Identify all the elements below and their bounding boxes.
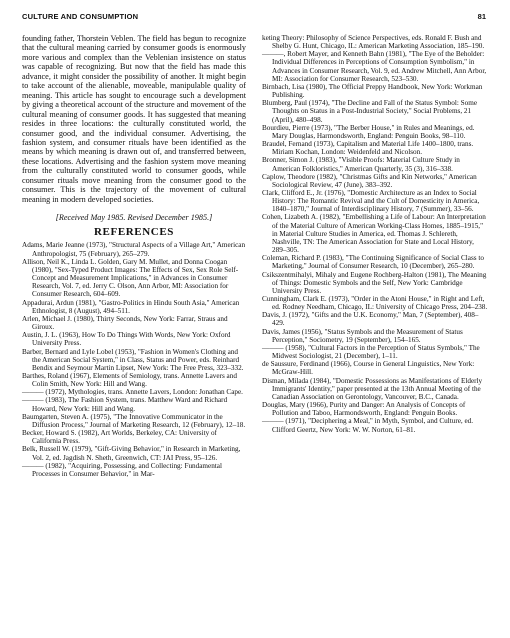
- reference-entry: Bourdieu, Pierre (1973), "The Berber House," in Rules and Meanings, ed. Mary Douglas, Harmondsworth, England: Penguin Books, 98–110.: [262, 123, 475, 140]
- running-title: CULTURE AND CONSUMPTION: [22, 12, 139, 21]
- reference-entry: Douglas, Mary (1966), Purity and Danger: An Analysis of Concepts of Pollution and Taboo, Harmondsworth, England: Penguin Books.: [262, 401, 466, 418]
- body-paragraph: founding father, Thorstein Veblen. The field has begun to recognize that the cultural meaning carried by consumer goods is enormously more various and complex than the Veblenian insistence on status was capable of recognizing. But now that the field has made this advance, it might consider the possibility of another. It might begin to take account of the alienable, moveable, manipulable quality of meaning. This article has sought to encourage such a development by giving a theoretical account of the structure and movement of the cultural meaning of consumer goods. It has suggested that meaning resides in three locations: the culturally constituted world, the consumer good, and the individual consumer. Advertising, the fashion system, and consumer rituals have been identified as the means by which meaning is drawn out of, and transferred between, these locations. Advertising and the fashion system move meaning from the culturally constituted world to consumer goods, while consumer rituals move meaning from the consumer good to the consumer. This is the trajectory of the movement of cultural meaning in modern developed societies.: [22, 34, 246, 204]
- reference-entry: Csikszentmihalyi, Mihaly and Eugene Rochberg-Halton (1981), The Meaning of Things: Domestic Symbols and the Self, New York: Cambridge University Press.: [262, 270, 487, 295]
- received-note: [Received May 1985. Revised December 1985.]: [55, 213, 213, 223]
- reference-entry: Cunningham, Clark E. (1973), "Order in the Atoni House," in Right and Left, ed. Rodney Needham, Chicago, IL: University of Chicago Press, 204–238.: [262, 295, 488, 312]
- reference-entry: Bronner, Simon J. (1983), "Visible Proofs: Material Culture Study in American Folkloristics," American Quarterly, 35 (3), 316–338.: [262, 156, 460, 173]
- reference-entry: Arlen, Michael J. (1980), Thirty Seconds, New York: Farrar, Straus and Giroux.: [22, 314, 228, 332]
- reference-entry: Braudel, Fernand (1973), Capitalism and Material Life 1400–1800, trans. Miriam Kochan, London: Weidenfeld and Nicolson.: [262, 140, 474, 157]
- reference-entry: ——— (1958), "Cultural Factors in the Perception of Status Symbols," The Midwest Sociologist, 21 (December), 1–11.: [262, 343, 480, 361]
- references-heading: REFERENCES: [94, 226, 174, 239]
- reference-entry: Davis, James (1956), "Status Symbols and the Measurement of Status Perception," Sociometry, 19 (September), 154–165.: [262, 327, 463, 344]
- running-header: [22, 12, 486, 24]
- reference-entry: Becker, Howard S. (1982), Art Worlds, Berkeley, CA: University of California Press.: [22, 429, 217, 446]
- reference-entry: de Saussure, Ferdinand (1966), Course in General Linguistics, New York: McGraw-Hill.: [262, 360, 475, 377]
- reference-entry: Belk, Russell W. (1979), "Gift-Giving Behavior," in Research in Marketing, Vol. 2, ed. Jagdish N. Sheth, Greenwich, CT: JAI Press, 95–126.: [22, 445, 241, 462]
- reference-entry: Barthes, Roland (1967), Elements of Semiology, trans. Annette Lavers and Colin Smith, New York: Hill and Wang.: [22, 371, 237, 389]
- reference-entry: Blumberg, Paul (1974), "The Decline and Fall of the Status Symbol: Some Thoughts on Status in a Post-Industrial Society," Social Problems, 21 (April), 480–498.: [262, 99, 478, 124]
- references-list-right: [262, 34, 488, 434]
- left-column: [22, 34, 246, 478]
- reference-entry: ———, Robert Mayer, and Kenneth Bahn (1981), "The Eye of the Beholder: Individual Differences in Perceptions of Consumption Symbolism," in Advances in Consumer Research, Vol. 9, ed. Andrew Mitchell, Ann Arbor, MI: Association for Consumer Research, 523–530.: [262, 50, 487, 83]
- reference-entry: Davis, J. (1972), "Gifts and the U.K. Economy," Man, 7 (September), 408–429.: [262, 311, 479, 328]
- reference-entry: Cohen, Lizabeth A. (1982), "Embellishing a Life of Labour: An Interpretation of the Material Culture of American Working-Class Homes, 1885–1915," in Material Culture Studies in America, ed. Thomas J. Schlereth, Nashville, TN: The American Association for State and Local History, 289–305.: [262, 213, 486, 255]
- reference-entry: ——— (1982), "Acquiring, Possessing, and Collecting: Fundamental Processes in Consumer Behavior," in Mar-: [22, 461, 222, 478]
- reference-entry: keting Theory: Philosophy of Science Perspectives, eds. Ronald F. Bush and Shelby G. Hunt, Chicago, IL: American Marketing Association, 185–190.: [262, 34, 485, 51]
- reference-entry: Disman, Milada (1984), "Domestic Possessions as Manifestations of Elderly Immigrants' Identity," paper presented at the 13th Annual Meeting of the Canadian Association on Gerontology, Vancouver, B.C., Canada.: [262, 376, 483, 401]
- reference-entry: Allison, Neil K., Linda L. Golden, Gary M. Mullet, and Donna Coogan (1980), "Sex-Typed Product Images: The Effects of Sex, Sex Role Self-Concept and Measurement Implications," in Advances in Consumer Research, Vol. 7, ed. Jerry C. Olson, Ann Arbor, MI: Association for Consumer Research, 604–609.: [22, 257, 239, 299]
- reference-entry: Coleman, Richard P. (1983), "The Continuing Significance of Social Class to Marketing," Journal of Consumer Research, 10 (December), 265–280.: [262, 254, 484, 271]
- reference-entry: Birnbach, Lisa (1980), The Official Preppy Handbook, New York: Workman Publishing.: [262, 82, 483, 100]
- references-list-left: [22, 241, 246, 478]
- reference-entry: Clark, Clifford E., Jr. (1976), "Domestic Architecture as an Index to Social History: The Romantic Revival and the Cult of Domesticity in America, 1840–1870," Journal of Interdisciplinary History, 7 (Summer), 33–56.: [262, 188, 480, 214]
- reference-entry: Barber, Bernard and Lyle Lobel (1953), "Fashion in Women's Clothing and the American Social System," in Class, Status and Power, eds. Reinhard Bendix and Seymour Martin Lipset, New York: The Free Press, 323–332.: [22, 347, 244, 372]
- reference-entry: ——— (1971), "Deciphering a Meal," in Myth, Symbol, and Culture, ed. Clifford Geertz, New York: W. W. Norton, 61–81.: [262, 417, 474, 434]
- reference-entry: Appadurai, Ardun (1981), "Gastro-Politics in Hindu South Asia," American Ethnologist, 8 (August), 494–511.: [22, 298, 240, 315]
- right-column: [262, 34, 488, 434]
- reference-entry: Austin, J. L. (1963), How To Do Things With Words, New York: Oxford University Press.: [22, 331, 231, 348]
- reference-entry: Caplow, Theodore (1982), "Christmas Gifts and Kin Networks," American Sociological Review, 47 (June), 383–392.: [262, 172, 477, 189]
- reference-entry: Baumgarten, Steven A. (1975), "The Innovative Communicator in the Diffusion Process," Journal of Marketing Research, 12 (February), 12–18.: [22, 412, 246, 429]
- reference-entry: Adams, Marie Jeanne (1973), "Structural Aspects of a Village Art," American Anthropologist, 75 (February), 265–279.: [22, 241, 246, 258]
- reference-entry: ——— (1972), Mythologies, trans. Annette Lavers, London: Jonathan Cape.: [22, 388, 243, 397]
- reference-entry: ——— (1983), The Fashion System, trans. Matthew Ward and Richard Howard, New York: Hill and Wang.: [22, 396, 228, 413]
- page-number: 81: [477, 12, 486, 21]
